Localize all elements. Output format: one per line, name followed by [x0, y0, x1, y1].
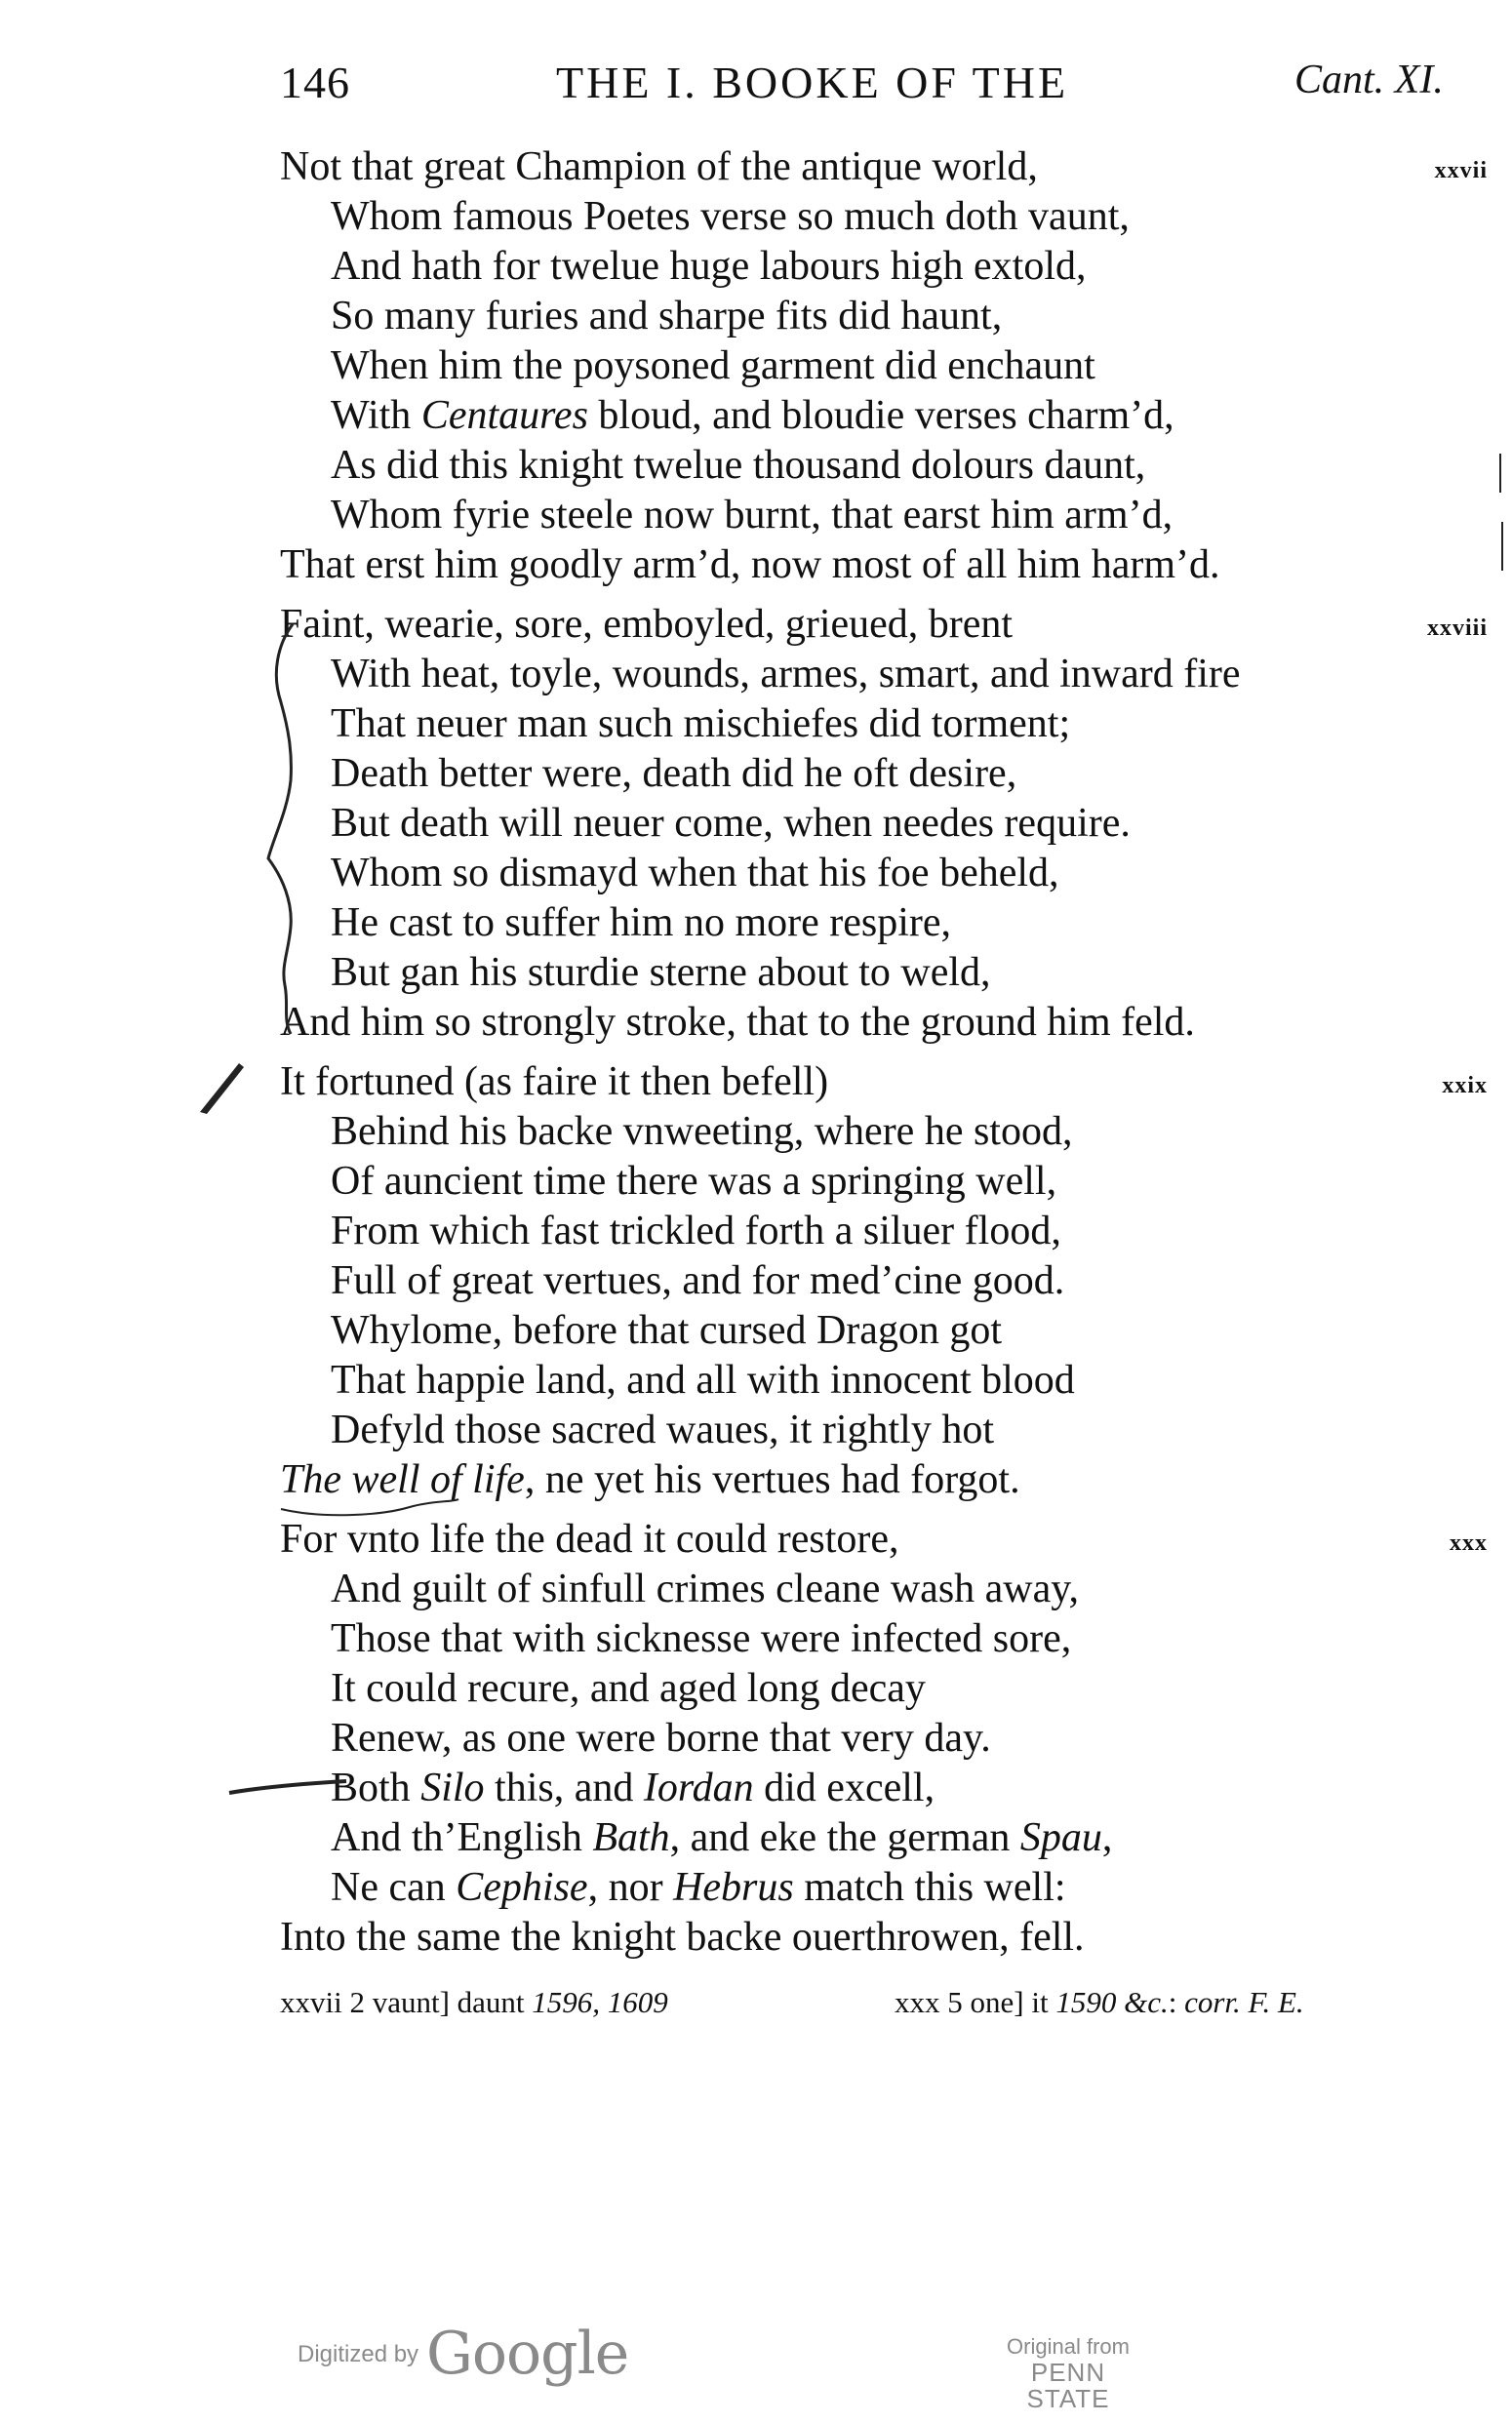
verse-text: It could recure, and aged long decay: [331, 1666, 926, 1711]
verse-line: [280, 1406, 1480, 1455]
verse-text: Those that with sicknesse were infected sore,: [331, 1616, 1072, 1661]
verse-line: [280, 1863, 1480, 1913]
verse-text: , ne yet his vertues had forgot.: [524, 1457, 1020, 1502]
verse-text: For vnto life the dead it could restore,: [280, 1517, 899, 1562]
verse-text: That erst him goodly arm’d, now most of all him harm’d.: [280, 542, 1220, 587]
note-years: 1596, 1609: [532, 1985, 668, 2019]
verse-italic: Spau: [1019, 1815, 1102, 1860]
verse-line: [280, 1714, 1480, 1764]
verse-line: [280, 1455, 1480, 1505]
note-separator: :: [1168, 1985, 1185, 2019]
verse-line: [280, 1813, 1480, 1863]
verse-italic: Iordan: [643, 1766, 754, 1810]
verse-text: But death will neuer come, when needes require.: [331, 801, 1131, 846]
verse-italic: Hebrus: [673, 1865, 794, 1910]
verse-text: When him the poysoned garment did enchaunt: [331, 343, 1095, 388]
running-head: [0, 57, 1512, 115]
verse-line: [280, 1356, 1480, 1406]
canto-label: Cant. XI.: [1294, 58, 1444, 102]
verse-text: Full of great vertues, and for med’cine good.: [331, 1258, 1065, 1303]
verse-italic: Bath: [592, 1815, 670, 1860]
verse-line: [280, 998, 1480, 1048]
verse-line: [280, 1913, 1480, 1963]
verse-italic: Cephise: [456, 1865, 588, 1910]
stanza-number: xxix: [1442, 1073, 1488, 1098]
verse-line: [280, 699, 1480, 749]
verse-text: Of auncient time there was a springing well,: [331, 1159, 1057, 1204]
stanza-xxix: [280, 1057, 1488, 1505]
verse-text: Whom fyrie steele now burnt, that earst him arm’d,: [331, 493, 1174, 537]
verse-text: It fortuned (as faire it then befell): [280, 1059, 829, 1104]
stanza-number: xxx: [1450, 1530, 1488, 1556]
verse-line: [280, 1515, 1488, 1565]
verse-line: [280, 341, 1480, 391]
verse-text: this, and: [484, 1766, 644, 1810]
note-year: 1590 &c.: [1055, 1985, 1169, 2019]
verse-line: [280, 1057, 1488, 1107]
stanza-number: xxviii: [1426, 616, 1488, 641]
verse-line: [280, 292, 1480, 341]
verse-line: [280, 391, 1480, 441]
verse-text: Defyld those sacred waues, it rightly hot: [331, 1408, 994, 1452]
stanza-number: xxvii: [1434, 158, 1488, 183]
verse-text: Into the same the knight backe ouerthrowen, fell.: [280, 1915, 1085, 1960]
verse-line: [280, 1565, 1480, 1614]
verse-text: Ne can: [331, 1865, 457, 1910]
verse-line: [280, 1107, 1480, 1157]
verse-text: And him so strongly stroke, that to the ground him feld.: [280, 1000, 1195, 1045]
institution-name: PENN STATE: [1026, 2358, 1110, 2413]
verse-text: That happie land, and all with innocent blood: [331, 1358, 1075, 1403]
verse-line: [280, 849, 1480, 898]
original-from-label: [995, 2333, 1141, 2413]
original-from-text: Original from: [1007, 2334, 1130, 2359]
verse-line: [280, 1614, 1480, 1664]
verse-text: Behind his backe vnweeting, where he stood,: [331, 1109, 1073, 1154]
verse-line: [280, 600, 1488, 650]
verse-line: [280, 1306, 1480, 1356]
note-xxx: [895, 1985, 1304, 2020]
verse-text: , nor: [587, 1865, 674, 1910]
verse-text: And hath for twelue huge labours high extold,: [331, 244, 1087, 289]
verse-line: [280, 1764, 1480, 1813]
note-ref: xxx 5 one]: [895, 1985, 1024, 2019]
verse-text: Death better were, death did he oft desire,: [331, 751, 1017, 796]
verse-line: [280, 491, 1480, 540]
verse-text: Renew, as one were borne that very day.: [331, 1716, 991, 1761]
verse-text: Both: [331, 1766, 421, 1810]
verse-line: [280, 650, 1480, 699]
verse-italic: Silo: [420, 1766, 485, 1810]
check-mark: [200, 1063, 244, 1114]
note-xxvii: [280, 1985, 668, 2020]
note-text: daunt: [449, 1985, 533, 2019]
google-logo: Google: [426, 2320, 629, 2388]
verse-line: [280, 242, 1480, 292]
verse-text: And th’English: [331, 1815, 593, 1860]
verse-line: [280, 1664, 1480, 1714]
verse-text: did excell,: [753, 1766, 935, 1810]
verse-line: [280, 799, 1480, 849]
verse-line: [280, 142, 1488, 192]
verse-text: So many furies and sharpe fits did haunt,: [331, 294, 1003, 338]
verse-text: With: [331, 393, 421, 438]
verse-text: Whylome, before that cursed Dragon got: [331, 1308, 1003, 1353]
verse-text: , and eke the german: [669, 1815, 1020, 1860]
verse-line: [280, 1256, 1480, 1306]
verse-line: [280, 1207, 1480, 1256]
verse-text: He cast to suffer him no more respire,: [331, 900, 952, 945]
verse-line: [280, 1157, 1480, 1207]
verse-text: Not that great Champion of the antique world,: [280, 144, 1038, 189]
verse-line: [280, 948, 1480, 998]
verse-text: Whom so dismayd when that his foe beheld,: [331, 851, 1059, 895]
margin-rule: [1500, 454, 1502, 571]
verse-text: And guilt of sinfull crimes cleane wash away,: [331, 1567, 1080, 1611]
verse-line: [280, 749, 1480, 799]
verse-line: [280, 540, 1480, 590]
verse-text: bloud, and bloudie verses charm’d,: [587, 393, 1174, 438]
verse-line: [280, 898, 1480, 948]
verse-italic: Centaures: [420, 393, 588, 438]
running-title: THE I. BOOKE OF THE: [556, 58, 1069, 107]
verse-line: [280, 441, 1480, 491]
verse-text: match this well:: [793, 1865, 1066, 1910]
stanza-xxx: [280, 1515, 1488, 1963]
verse-text: Whom famous Poetes verse so much doth vaunt,: [331, 194, 1130, 239]
digitized-by-label: Digitized by: [298, 2341, 419, 2367]
page-number: 146: [280, 58, 350, 107]
verse-text: ,: [1101, 1815, 1113, 1860]
verse-text: As did this knight twelue thousand dolours daunt,: [331, 443, 1146, 488]
verse-text: Faint, wearie, sore, emboyled, grieued, brent: [280, 602, 1014, 647]
note-ref: xxvii 2 vaunt]: [280, 1985, 450, 2019]
verse-italic: The well of life: [280, 1457, 525, 1502]
verse-text: That neuer man such mischiefes did torment;: [331, 701, 1071, 746]
verse-text: From which fast trickled forth a siluer flood,: [331, 1209, 1061, 1253]
note-text: it: [1023, 1985, 1056, 2019]
stanza-xxviii: [280, 600, 1488, 1048]
verse-line: [280, 192, 1480, 242]
textual-notes: [280, 1985, 1480, 2028]
stanza-xxvii: [280, 142, 1488, 590]
verse-text: But gan his sturdie sterne about to weld,: [331, 950, 991, 995]
note-correction: corr. F. E.: [1184, 1985, 1304, 2019]
verse-text: With heat, toyle, wounds, armes, smart, and inward fire: [331, 652, 1241, 696]
